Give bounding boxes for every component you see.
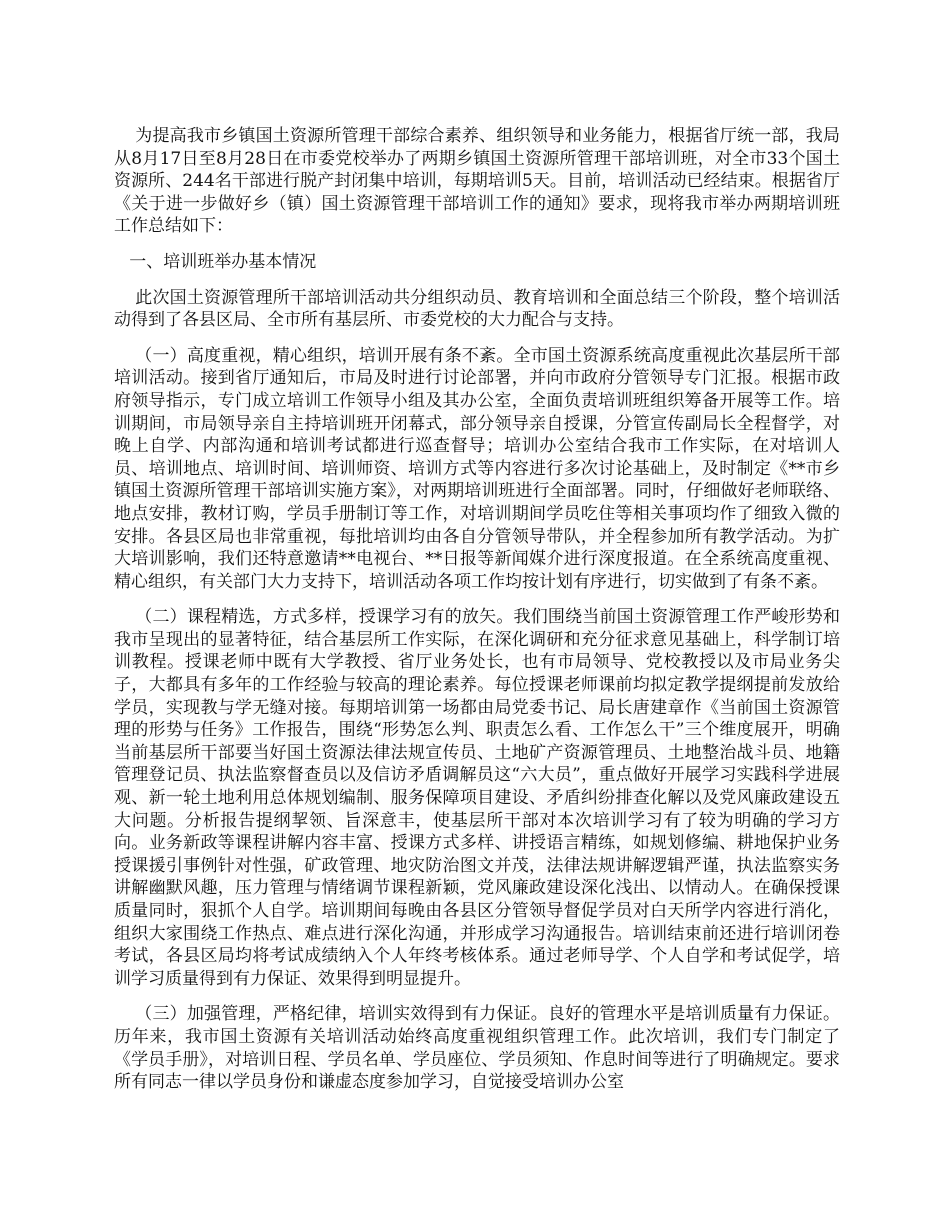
subsection-1-paragraph: （一）高度重视，精心组织，培训开展有条不紊。全市国土资源系统高度重视此次基层所干部培训活动。接到省厅通知后，市局及时进行讨论部署，并向市政府分管领导专门汇报。根据市政府领导指示，专门成立培训工作领导小组及其办公室，全面负责培训班组织筹备开展等工作。培训期间，市局领导亲自主持培训班开闭幕式，部分领导亲自授课，分管宣传副局长全程督学，对晚上自学、内部沟通和培训考试都进行巡查督导；培训办公室结合我市工作实际，在对培训人员、培训地点、培训时间、培训师资、培训方式等内容进行多次讨论基础上，及时制定《**市乡镇国土资源所管理干部培训实施方案》，对两期培训班进行全面部署。同时，仔细做好老师联络、地点安排，教材订购，学员手册制订等工作，对培训期间学员吃住等相关事项均作了细致入微的安排。各县区局也非常重视，每批培训均由各自分管领导带队，并全程参加所有教学活动。为扩大培训影响，我们还特意邀请**电视台、**日报等新闻媒介进行深度报道。在全系统高度重视、精心组织，有关部门大力支持下，培训活动各项工作均按计划有序进行，切实做到了有条不紊。: [114, 345, 840, 592]
section-heading: 一、培训班举办基本情况: [129, 251, 317, 272]
intro-paragraph: 为提高我市乡镇国土资源所管理干部综合素养、组织领导和业务能力，根据省厅统一部，我局从8月17日至8月28日在市委党校举办了两期乡镇国土资源所管理干部培训班，对全市33个国土资源所、244名干部进行脱产封闭集中培训，每期培训5天。目前，培训活动已经结束。根据省厅《关于进一步做好乡（镇）国土资源管理干部培训工作的通知》要求，现将我市举办两期培训班工作总结如下：: [114, 126, 840, 237]
subsection-2-paragraph: （二）课程精选，方式多样，授课学习有的放矢。我们围绕当前国土资源管理工作严峻形势和我市呈现出的显著特征，结合基层所工作实际，在深化调研和充分征求意见基础上，科学制订培训教程。授课老师中既有大学教授、省厅业务处长，也有市局领导、党校教授以及市局业务尖子，大都具有多年的工作经验与较高的理论素养。每位授课老师课前均拟定教学提纲提前发放给学员，实现教与学无缝对接。每期培训第一场都由局党委书记、局长唐建章作《当前国土资源管理的形势与任务》工作报告，围绕“形势怎么判、职责怎么看、工作怎么干”三个维度展开，明确当前基层所干部要当好国土资源法律法规宣传员、土地矿产资源管理员、土地整治战斗员、地籍管理登记员、执法监察督查员以及信访矛盾调解员这“六大员”，重点做好开展学习实践科学进展观、新一轮土地利用总体规划编制、服务保障项目建设、矛盾纠纷排查化解以及党风廉政建设五大问题。分析报告提纲挈领、旨深意丰，使基层所干部对本次培训学习有了较为明确的学习方向。业务新政等课程讲解内容丰富、授课方式多样、讲授语言精练，如规划修编、耕地保护业务授课援引事例针对性强，矿政管理、地灾防治图文并茂，法律法规讲解逻辑严谨，执法监察实务讲解幽默风趣，压力管理与情绪调节课程新颖，党风廉政建设深化浅出、以情动人。在确保授课质量同时，狠抓个人自学。培训期间每晚由各县区分管领导督促学员对白天所学内容进行消化，组织大家围绕工作热点、难点进行深化沟通，并形成学习沟通报告。培训结束前还进行培训闭卷考试，各县区局均将考试成绩纳入个人年终考核体系。通过老师导学、个人自学和考试促学，培训学习质量得到有力保证、效果得到明显提升。: [114, 607, 840, 989]
overview-paragraph: 此次国土资源管理所干部培训活动共分组织动员、教育培训和全面总结三个阶段，整个培训活动得到了各县区局、全市所有基层所、市委党校的大力配合与支持。: [114, 287, 840, 331]
document-body: [114, 125, 840, 1107]
subsection-3-paragraph: （三）加强管理，严格纪律，培训实效得到有力保证。良好的管理水平是培训质量有力保证。历年来，我市国土资源有关培训活动始终高度重视组织管理工作。此次培训，我们专门制定了《学员手册》，对培训日程、学员名单、学员座位、学员须知、作息时间等进行了明确规定。要求所有同志一律以学员身份和谦虚态度参加学习，自觉接受培训办公室: [114, 1004, 840, 1093]
